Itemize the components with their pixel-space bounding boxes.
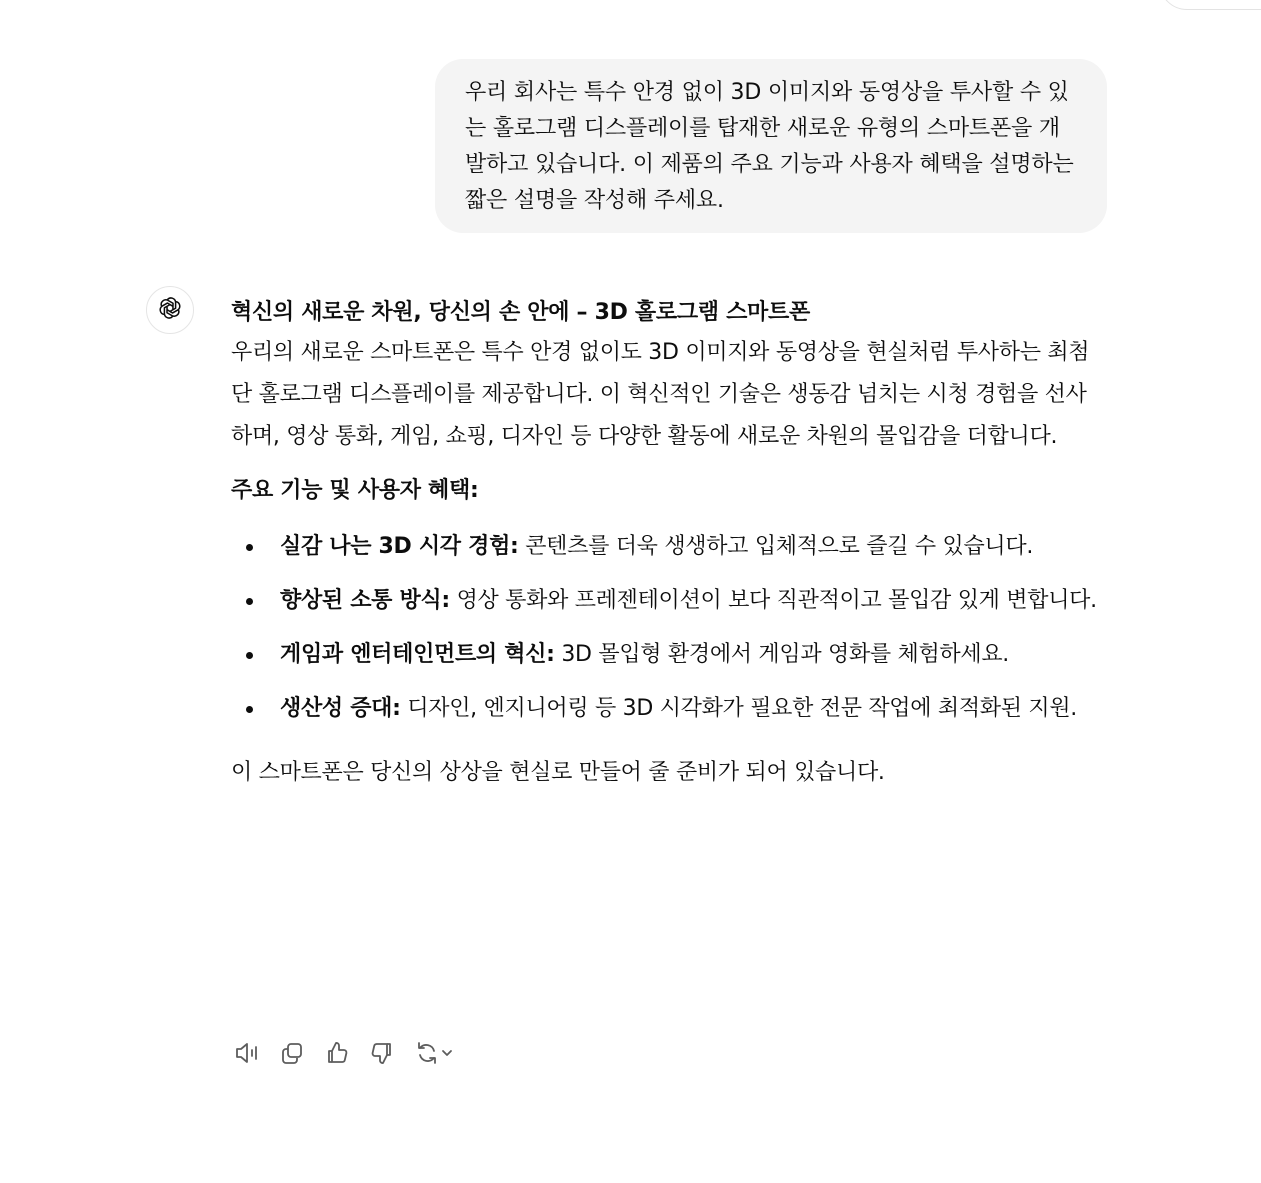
feature-text: 3D 몰입형 환경에서 게임과 영화를 체험하세요.: [554, 642, 1009, 667]
speaker-icon: [233, 1040, 261, 1066]
thumbs-up-icon: [324, 1040, 350, 1066]
list-item: [231, 526, 1106, 568]
user-message-bubble: [435, 59, 1107, 233]
top-right-panel-edge: [1159, 0, 1261, 10]
chevron-down-icon: [440, 1046, 454, 1060]
regenerate-icon: [414, 1040, 440, 1066]
assistant-avatar: [146, 286, 194, 334]
copy-icon: [279, 1040, 305, 1066]
feature-text: 디자인, 엔지니어링 등 3D 시각화가 필요한 전문 작업에 최적화된 지원.: [400, 696, 1077, 721]
user-message-text: 우리 회사는 특수 안경 없이 3D 이미지와 동영상을 투사할 수 있는 홀로그램 디스플레이를 탑재한 새로운 유형의 스마트폰을 개발하고 있습니다. 이 제품의 주요 기능과 사용자 혜택을 설명하는 짧은 설명을 작성해 주세요.: [465, 80, 1074, 213]
list-item: [231, 580, 1106, 622]
features-list: [231, 526, 1106, 730]
copy-button[interactable]: [276, 1038, 308, 1068]
feature-text: 영상 통화와 프레젠테이션이 보다 직관적이고 몰입감 있게 변합니다.: [449, 588, 1097, 613]
answer-closing: 이 스마트폰은 당신의 상상을 현실로 만들어 줄 준비가 되어 있습니다.: [231, 760, 885, 785]
list-item: [231, 634, 1106, 676]
feature-title: 실감 나는 3D 시각 경험:: [280, 534, 519, 559]
message-actions: [231, 1038, 470, 1068]
read-aloud-button[interactable]: [231, 1038, 263, 1068]
feature-title: 게임과 엔터테인먼트의 혁신:: [280, 642, 555, 667]
openai-logo-icon: [156, 294, 184, 326]
assistant-message: [231, 294, 1106, 794]
answer-intro: 우리의 새로운 스마트폰은 특수 안경 없이도 3D 이미지와 동영상을 현실처럼 투사하는 최첨단 홀로그램 디스플레이를 제공합니다. 이 혁신적인 기술은 생동감 넘치는 시청 경험을 선사하며, 영상 통화, 게임, 쇼핑, 디자인 등 다양한 활동에 새로운 차원의 몰입감을 더합니다.: [231, 340, 1090, 449]
bad-response-button[interactable]: [366, 1038, 398, 1068]
features-heading: 주요 기능 및 사용자 혜택:: [231, 478, 479, 503]
good-response-button[interactable]: [321, 1038, 353, 1068]
feature-title: 향상된 소통 방식:: [280, 588, 450, 613]
thumbs-down-icon: [369, 1040, 395, 1066]
list-item: [231, 688, 1106, 730]
feature-text: 콘텐츠를 더욱 생생하고 입체적으로 즐길 수 있습니다.: [518, 534, 1034, 559]
answer-title: 혁신의 새로운 차원, 당신의 손 안에 – 3D 홀로그램 스마트폰: [231, 300, 810, 325]
feature-title: 생산성 증대:: [280, 696, 401, 721]
regenerate-button[interactable]: [411, 1038, 457, 1068]
